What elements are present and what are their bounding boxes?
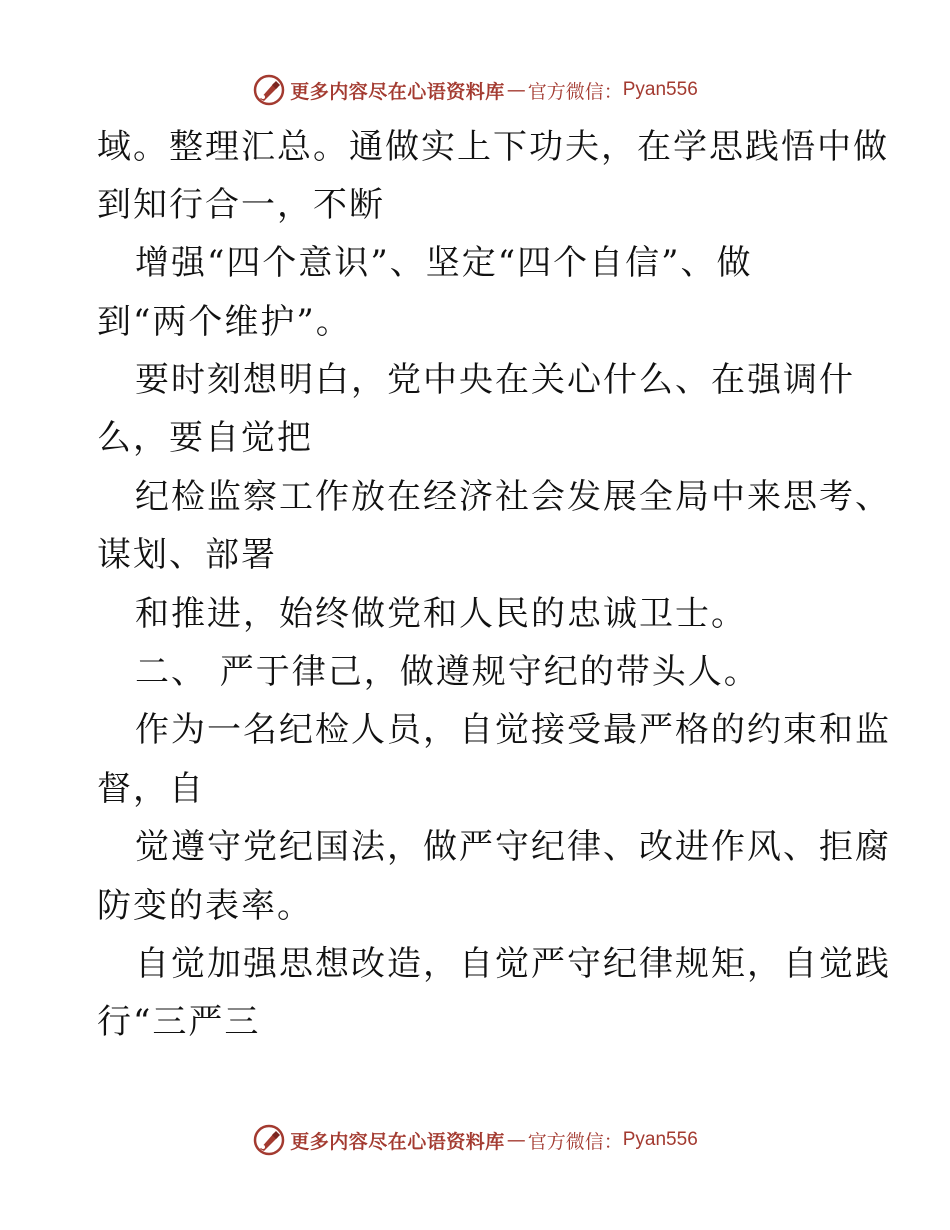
body-line: 督，自	[97, 769, 205, 809]
section-heading: 二、 严于律己，做遵规守纪的带头人。	[135, 652, 760, 692]
footer-wechat-label: 官方微信：	[527, 1130, 623, 1153]
body-line: 自觉加强思想改造，自觉严守纪律规矩，自觉践	[135, 944, 891, 984]
body-line: 么，要自觉把	[97, 418, 313, 458]
body-line: 要时刻想明白，党中央在关心什么、在强调什	[135, 360, 855, 400]
footer-wechat-id: Pyan556	[622, 1129, 698, 1150]
header-separator: —	[506, 79, 526, 101]
header-wechat-id: Pyan556	[622, 79, 698, 100]
page-footer	[0, 1120, 950, 1160]
pen-nib-logo-icon	[252, 1123, 286, 1157]
header-wechat-label: 官方微信：	[527, 80, 623, 103]
body-line: 到知行合一，不断	[97, 185, 385, 225]
body-line: 和推进，始终做党和人民的忠诚卫士。	[135, 594, 747, 634]
body-line: 谋划、部署	[97, 535, 277, 575]
footer-separator: —	[506, 1129, 526, 1151]
body-line: 域。整理汇总。通做实上下功夫，在学思践悟中做	[97, 127, 889, 167]
body-line: 增强“四个意识”、坚定“四个自信”、做	[135, 243, 753, 283]
body-line: 觉遵守党纪国法，做严守纪律、改进作风、拒腐	[135, 827, 891, 867]
body-line: 纪检监察工作放在经济社会发展全局中来思考、	[135, 477, 891, 517]
footer-site-name: 更多内容尽在心语资料库	[290, 1130, 505, 1153]
body-line: 作为一名纪检人员，自觉接受最严格的约束和监	[135, 710, 891, 750]
body-line: 防变的表率。	[97, 886, 313, 926]
header-site-name: 更多内容尽在心语资料库	[290, 80, 505, 103]
body-line: 行“三严三	[97, 1002, 261, 1042]
body-line: 到“两个维护”。	[97, 302, 352, 342]
